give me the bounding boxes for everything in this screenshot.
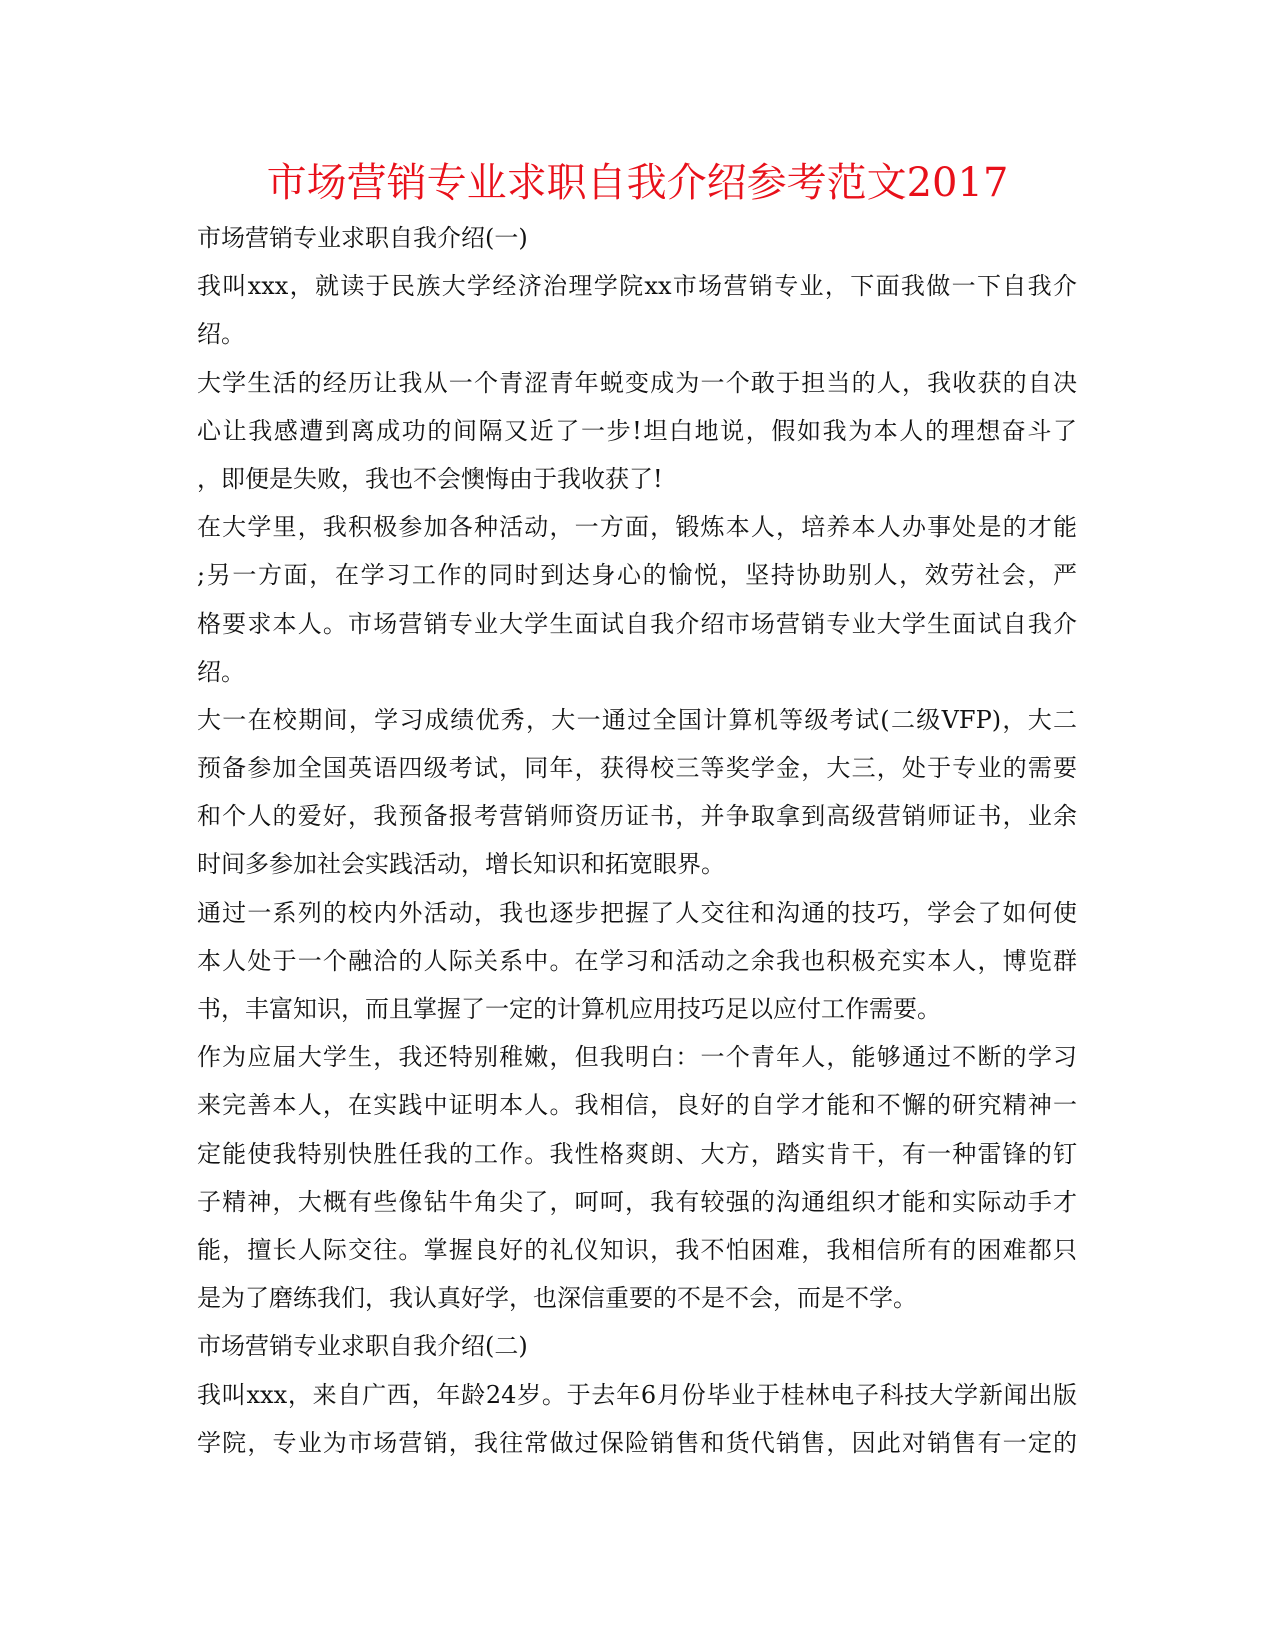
paragraph-communication [197, 889, 1077, 1034]
text-line: 和个人的爱好，我预备报考营销师资历证书，并争取拿到高级营销师证书，业余 [197, 802, 1077, 831]
paragraph-achievements [197, 696, 1077, 889]
text-line: 大学生活的经历让我从一个青涩青年蜕变成为一个敢于担当的人，我收获的自决 [197, 368, 1077, 397]
text-line: 书，丰富知识，而且掌握了一定的计算机应用技巧足以应付工作需要。 [197, 995, 941, 1023]
section-heading-1 [197, 214, 1077, 262]
text-line: ;另一方面，在学习工作的同时到达身心的愉悦，坚持协助别人，效劳社会，严 [197, 561, 1077, 590]
text-line: 格要求本人。市场营销专业大学生面试自我介绍市场营销专业大学生面试自我介 [197, 609, 1077, 638]
text-line: 绍。 [197, 657, 245, 686]
text-line: 作为应届大学生，我还特别稚嫩，但我明白：一个青年人，能够通过不断的学习 [197, 1043, 1077, 1072]
document-title: 市场营销专业求职自我介绍参考范文2017 [266, 160, 1009, 206]
text-line: 时间多参加社会实践活动，增长知识和拓宽眼界。 [197, 850, 725, 879]
paragraph-second-intro [197, 1371, 1077, 1467]
paragraph-university-life [197, 359, 1077, 504]
text-line: 能，擅长人际交往。掌握良好的礼仪知识，我不怕困难，我相信所有的困难都只 [197, 1235, 1077, 1264]
text-line: 来完善本人，在实践中证明本人。我相信，良好的自学才能和不懈的研究精神一 [197, 1091, 1077, 1120]
text-line: 我叫xxx，来自广西，年龄24岁。于去年6月份毕业于桂林电子科技大学新闻出版 [197, 1380, 1077, 1409]
text-line: 是为了磨练我们，我认真好学，也深信重要的不是不会，而是不学。 [197, 1284, 917, 1313]
text-line: 市场营销专业求职自我介绍(二) [197, 1332, 528, 1361]
text-line: 本人处于一个融洽的人际关系中。在学习和活动之余我也积极充实本人，博览群 [197, 946, 1077, 975]
text-line: ，即便是失败，我也不会懊悔由于我收获了! [197, 464, 663, 493]
document-body [197, 214, 1077, 1467]
paragraph-activities [197, 503, 1077, 696]
text-line: 在大学里，我积极参加各种活动，一方面，锻炼本人，培养本人办事处是的才能 [197, 513, 1077, 542]
text-line: 预备参加全国英语四级考试，同年，获得校三等奖学金，大三，处于专业的需要 [197, 754, 1077, 783]
section-heading-2 [197, 1322, 1077, 1370]
text-line: 大一在校期间，学习成绩优秀，大一通过全国计算机等级考试(二级VFP)，大二 [197, 705, 1077, 734]
paragraph-character [197, 1033, 1077, 1322]
text-line: 市场营销专业求职自我介绍(一) [197, 224, 528, 252]
text-line: 定能使我特别快胜任我的工作。我性格爽朗、大方，踏实肯干，有一种雷锋的钉 [197, 1139, 1077, 1168]
text-line: 学院，专业为市场营销，我往常做过保险销售和货代销售，因此对销售有一定的 [197, 1428, 1077, 1457]
text-line: 我叫xxx，就读于民族大学经济治理学院xx市场营销专业，下面我做一下自我介 [197, 272, 1077, 301]
paragraph-intro [197, 262, 1077, 358]
text-line: 绍。 [197, 320, 245, 349]
text-line: 子精神，大概有些像钻牛角尖了，呵呵，我有较强的沟通组织才能和实际动手才 [197, 1187, 1077, 1216]
text-line: 心让我感遭到离成功的间隔又近了一步!坦白地说，假如我为本人的理想奋斗了 [197, 416, 1077, 445]
text-line: 通过一系列的校内外活动，我也逐步把握了人交往和沟通的技巧，学会了如何使 [197, 898, 1077, 927]
